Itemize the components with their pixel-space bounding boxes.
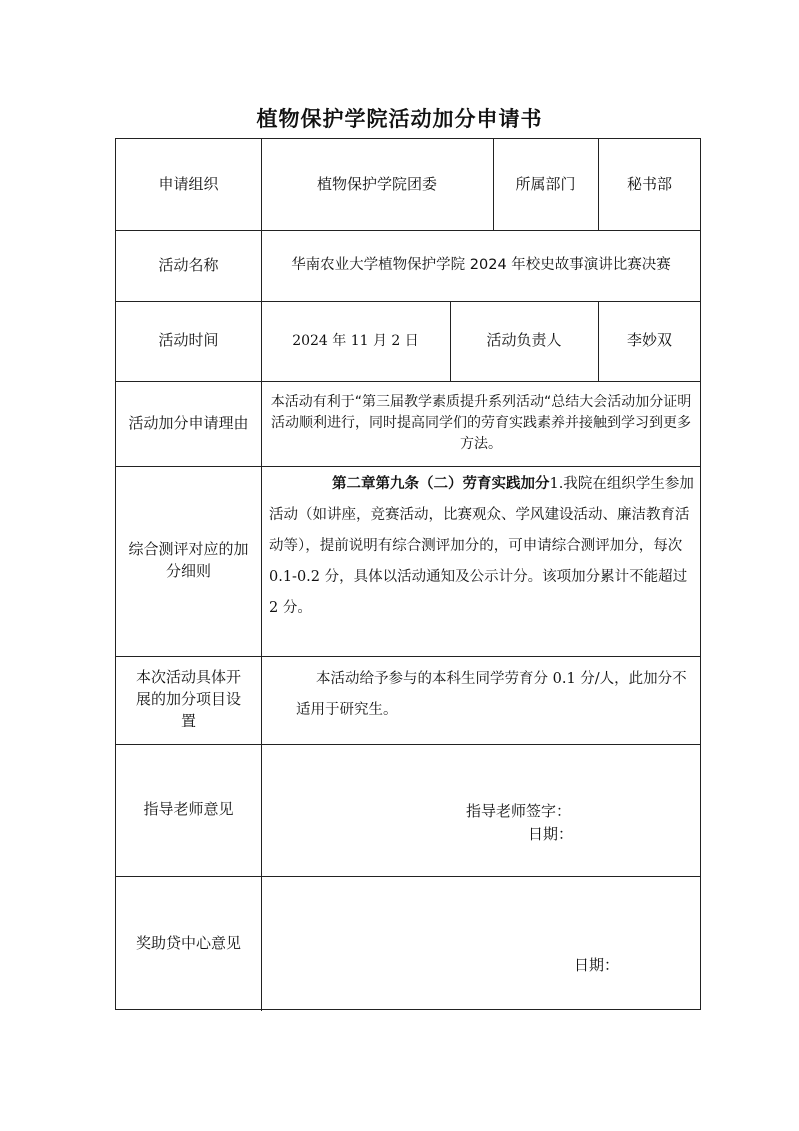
activity-name-label: 活动名称 — [158, 255, 219, 274]
activity-time-label: 活动时间 — [158, 331, 219, 350]
rule-clause-text: 1.我院在组织学生参加活动（如讲座，竞赛活动，比赛观众、学风建设活动、廉洁教育活动等），提前说明有综合测评加分的，可申请综合测评加分，每次 0.1-0.2 分，具体以活动通知及公示计分。该项加分累计不能超过 2 分。 — [269, 476, 694, 616]
teacher-date-label: 日期： — [528, 825, 574, 844]
teacher-opinion-label: 指导老师意见 — [143, 800, 234, 819]
reason-label: 活动加分申请理由 — [128, 413, 249, 432]
rule-label: 综合测评对应的加分细则 — [128, 540, 249, 580]
application-form-table — [115, 138, 701, 1010]
dept-label: 所属部门 — [515, 174, 576, 193]
bonus-setting-value: 本活动给予参与的本科生同学劳育分 0.1 分/人，此加分不适用于研究生。 — [296, 671, 687, 718]
leader-value: 李妙双 — [626, 331, 672, 350]
activity-time-value: 2024 年 11 月 2 日 — [292, 332, 419, 349]
aid-center-date-label: 日期： — [574, 956, 620, 975]
rule-value — [269, 469, 695, 624]
activity-name-value: 华南农业大学植物保护学院 2024 年校史故事演讲比赛决赛 — [291, 256, 671, 273]
reason-value: 本活动有利于“第三届教学素质提升系列活动“总结大会活动加分证明活动顺利进行，同时提高同学们的劳育实践素养并接触到学习到更多方法。 — [270, 394, 692, 452]
bonus-setting-label: 本次活动具体开展的加分项目设置 — [135, 668, 241, 730]
teacher-signature-label: 指导老师签字： — [466, 802, 572, 821]
org-label: 申请组织 — [158, 174, 219, 193]
aid-center-opinion-label: 奖助贷中心意见 — [135, 933, 241, 952]
org-value: 植物保护学院团委 — [316, 174, 437, 193]
rule-clause-heading: 第二章第九条（二）劳育实践加分 — [332, 476, 550, 492]
document-title: 植物保护学院活动加分申请书 — [256, 107, 543, 131]
dept-value: 秘书部 — [626, 174, 672, 193]
leader-label: 活动负责人 — [486, 331, 562, 350]
